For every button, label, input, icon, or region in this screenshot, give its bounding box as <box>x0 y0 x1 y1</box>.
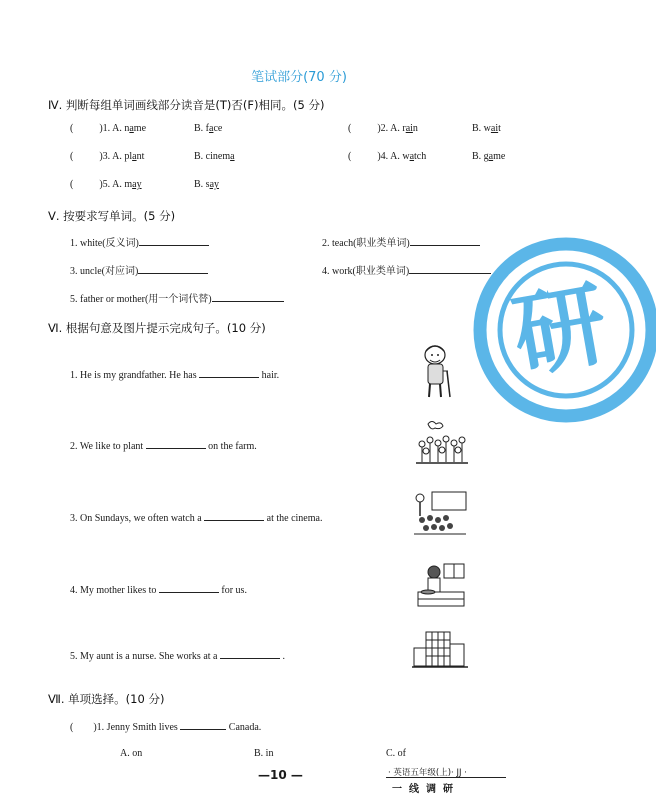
word-b: B. wait <box>472 123 501 134</box>
prompt-text: 2. teach(职业类单词) <box>322 238 410 249</box>
answer-blank[interactable] <box>220 649 280 659</box>
option-c[interactable]: C. of <box>386 748 406 759</box>
cooking-mother-picture <box>414 562 468 608</box>
answer-paren[interactable]: ( <box>70 151 74 162</box>
answer-paren[interactable]: ( <box>348 123 352 134</box>
answer-blank[interactable] <box>139 236 209 246</box>
sentence-start: 4. My mother likes to <box>70 585 157 596</box>
sentence-item <box>70 649 285 662</box>
answer-blank[interactable] <box>212 292 284 302</box>
write-word-item <box>70 290 284 305</box>
item-number: )1. A. <box>99 123 122 134</box>
sentence-end: at the cinema. <box>266 513 323 524</box>
sentence-start: 1. He is my grandfather. He has <box>70 370 197 381</box>
page-title: 笔试部分(70 分) <box>251 70 347 85</box>
sentence-end: on the farm. <box>208 441 257 452</box>
sentence-end: for us. <box>221 585 247 596</box>
answer-blank[interactable] <box>159 583 219 593</box>
grandfather-picture <box>414 343 458 399</box>
sentence-start: 2. We like to plant <box>70 441 144 452</box>
word-b: B. game <box>472 151 506 162</box>
word-b: B. say <box>194 179 220 190</box>
item-number: )5. A. <box>99 179 122 190</box>
cinema-picture <box>412 490 468 538</box>
book-label: · 英语五年级(上)· JJ · <box>388 768 467 778</box>
answer-paren[interactable]: ( <box>70 123 74 134</box>
word-b: B. cinema <box>194 151 235 162</box>
sentence-item <box>70 368 279 381</box>
answer-blank[interactable] <box>138 264 208 274</box>
sentence-start: 3. On Sundays, we often watch a <box>70 513 202 524</box>
phonics-item <box>70 123 146 134</box>
sentence-end: . <box>282 651 285 662</box>
word-a: may <box>124 179 142 190</box>
answer-paren[interactable]: ( <box>348 151 352 162</box>
brand-label: 一线调研 <box>392 784 460 795</box>
sentence-item <box>70 583 247 596</box>
section-6-heading: Ⅵ. 根据句意及图片提示完成句子。(10 分) <box>48 321 266 335</box>
word-a: rain <box>402 123 418 134</box>
sentence-start: 5. My aunt is a nurse. She works at a <box>70 651 218 662</box>
section-4-heading: Ⅳ. 判断每组单词画线部分读音是(T)否(F)相同。(5 分) <box>48 98 325 112</box>
prompt-text: 4. work(职业类单词) <box>322 266 410 277</box>
hospital-picture <box>412 630 468 672</box>
sentence-end: hair. <box>261 370 280 381</box>
word-a: watch <box>402 151 427 162</box>
svg-text:研: 研 <box>505 269 615 392</box>
prompt-text: 5. father or mother(用一个词代替) <box>70 294 212 305</box>
phonics-item <box>70 151 144 162</box>
section-7-heading: Ⅶ. 单项选择。(10 分) <box>48 692 165 706</box>
answer-paren[interactable]: ( <box>70 179 74 190</box>
page-number: —10 — <box>258 768 303 782</box>
question-7-1 <box>70 720 261 733</box>
phonics-item <box>348 151 426 162</box>
item-number: )2. A. <box>377 123 400 134</box>
footer-divider <box>386 777 506 778</box>
prompt-text: 1. white(反义词) <box>70 238 139 249</box>
item-number: )3. A. <box>99 151 122 162</box>
answer-blank[interactable] <box>146 439 206 449</box>
yan-seal-watermark <box>456 230 656 430</box>
sentence-item <box>70 439 257 452</box>
word-b: B. face <box>194 123 223 134</box>
item-number: )4. A. <box>377 151 400 162</box>
write-word-item <box>70 234 209 249</box>
prompt-text: 3. uncle(对应词) <box>70 266 139 277</box>
flowers-picture <box>414 418 470 466</box>
option-b[interactable]: B. in <box>254 748 274 759</box>
answer-blank[interactable] <box>199 368 259 378</box>
sentence-item <box>70 511 322 524</box>
phonics-item <box>348 123 418 134</box>
option-a[interactable]: A. on <box>120 748 143 759</box>
word-a: name <box>124 123 147 134</box>
answer-blank[interactable] <box>204 511 264 521</box>
phonics-item <box>70 179 142 190</box>
write-word-item <box>70 262 208 277</box>
answer-paren[interactable]: ( <box>70 722 74 733</box>
section-5-heading: Ⅴ. 按要求写单词。(5 分) <box>48 209 176 223</box>
question-text: )1. Jenny Smith lives <box>93 722 178 733</box>
question-text-end: Canada. <box>228 722 262 733</box>
word-a: plant <box>124 151 145 162</box>
answer-blank[interactable] <box>180 720 226 730</box>
